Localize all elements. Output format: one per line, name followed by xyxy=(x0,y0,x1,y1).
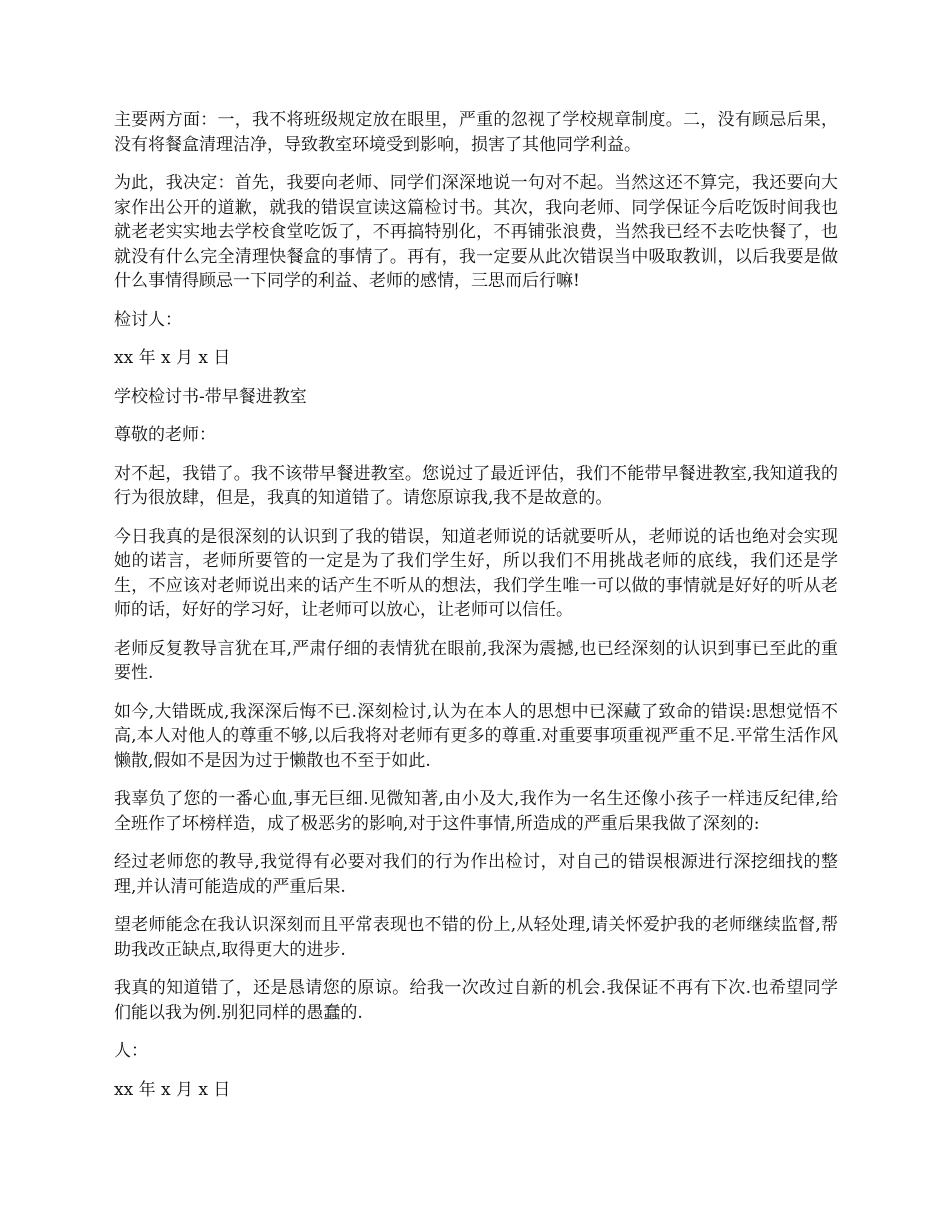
paragraph-regret: 如今,大错既成,我深深后悔不已.深刻检讨,认为在本人的思想中已深藏了致命的错误:思想觉悟不高,本人对他人的尊重不够,以后我将对老师有更多的尊重.对重要事项重视严重不足.平常生活作风懒散,假如不是因为过于懒散也不至于如此. xyxy=(114,701,838,771)
salutation: 尊敬的老师： xyxy=(114,425,216,445)
paragraph-self-review: 经过老师您的教导,我觉得有必要对我们的行为作出检讨，对自己的错误根源进行深挖细找的整理,并认清可能造成的严重后果. xyxy=(114,852,838,897)
paragraph-teaching: 老师反复教导言犹在耳,严肃仔细的表情犹在眼前,我深为震撼,也已经深刻的认识到事已至此的重要性. xyxy=(114,638,838,683)
signature-label: 检讨人： xyxy=(114,309,182,330)
paragraph-decision: 为此，我决定：首先，我要向老师、同学们深深地说一句对不起。当然这还不算完，我还要向大家作出公开的道歉，就我的错误宣读这篇检讨书。其次，我向老师、同学保证今后吃饭时间我也就老老实实地去学校食堂吃饭了，不再搞特别化，不再铺张浪费，当然我已经不去吃快餐了，也就没有什么完全清理快餐盒的事情了。再有，我一定要从此次错误当中吸取教训，以后我要是做什么事情得顾忌一下同学的利益、老师的感情，三思而后行嘛! xyxy=(114,173,838,291)
paragraph-intro-points: 主要两方面：一，我不将班级规定放在眼里，严重的忽视了学校规章制度。二，没有顾忌后果，没有将餐盒清理洁净，导致教室环境受到影响，损害了其他同学利益。 xyxy=(114,110,838,155)
date-line-2: xx 年 x 月 x 日 xyxy=(114,1079,231,1100)
paragraph-consequences: 我辜负了您的一番心血,事无巨细.见微知著,由小及大,我作为一名生还像小孩子一样违反纪律,给全班作了坏榜样造，成了极恶劣的影响,对于这件事情,所造成的严重后果我做了深刻的: xyxy=(114,789,838,834)
paragraph-realization: 今日我真的是很深刻的认识到了我的错误，知道老师说的话就要听从，老师说的话也绝对会实现她的诺言，老师所要管的一定是为了我们学生好，所以我们不用挑战老师的底线，我们还是学生，不应该对老师说出来的话产生不听从的想法，我们学生唯一可以做的事情就是好好的听从老师的话，好好的学习好，让老师可以放心，让老师可以信任。 xyxy=(114,526,838,620)
signature-label-2: 人： xyxy=(114,1041,148,1061)
date-line: xx 年 x 月 x 日 xyxy=(114,348,231,368)
paragraph-request: 望老师能念在我认识深刻而且平常表现也不错的份上,从轻处理,请关怀爱护我的老师继续监督,帮助我改正缺点,取得更大的进步. xyxy=(114,915,838,960)
paragraph-apology: 对不起，我错了。我不该带早餐进教室。您说过了最近评估，我们不能带早餐进教室,我知道我的行为很放肆，但是，我真的知道错了。请您原谅我,我不是故意的。 xyxy=(114,463,838,508)
section-title: 学校检讨书-带早餐进教室 xyxy=(114,386,307,407)
paragraph-promise: 我真的知道错了，还是恳请您的原谅。给我一次改过自新的机会.我保证不再有下次.也希望同学们能以我为例.别犯同样的愚蠢的. xyxy=(114,978,838,1023)
